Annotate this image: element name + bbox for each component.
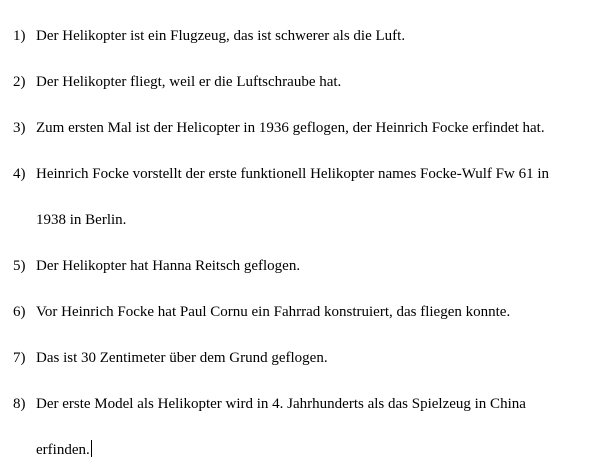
list-item-number: 8) [13,396,26,412]
list-item [0,381,600,473]
list-item-number: 1) [13,28,26,44]
list-item-text-line [36,381,586,427]
text-run: Heinrich Focke vorstellt der erste funktionell Helikopter names Focke-Wulf Fw 61 in [36,166,550,182]
list-item [0,59,600,105]
list-item [0,335,600,381]
list-item-text-line [36,13,586,59]
list-item-text-line [36,427,586,473]
text-run: Zum ersten Mal ist der Helicopter in 1936 geflogen, der Heinrich Focke erfindet hat. [36,120,545,136]
text-run: erfinden. [36,442,90,458]
text-run: 1938 in Berlin. [36,212,127,228]
list-item-text-line [36,335,586,381]
list-item [0,289,600,335]
text-run: Der Helikopter fliegt, weil er die Luftschraube hat. [36,74,342,90]
list-item [0,105,600,151]
text-run: Der erste Model als Helikopter wird in 4. Jahrhunderts als das Spielzeug in China [36,396,526,412]
list-item [0,13,600,59]
list-item [0,151,600,243]
list-item-text-line [36,197,586,243]
list-item-number: 3) [13,120,26,136]
list-item-number: 5) [13,258,26,274]
list-item-text-line [36,105,586,151]
numbered-list [0,13,600,473]
text-run: Das ist 30 Zentimeter über dem Grund geflogen. [36,350,328,366]
list-item-number: 6) [13,304,26,320]
list-item-text-line [36,59,586,105]
text-run: Vor Heinrich Focke hat Paul Cornu ein Fahrrad konstruiert, das fliegen konnte. [36,304,511,320]
list-item [0,243,600,289]
list-item-text-line [36,243,586,289]
list-item-number: 2) [13,74,26,90]
text-cursor [91,440,92,457]
text-run: Der Helikopter hat Hanna Reitsch geflogen. [36,258,301,274]
text-run: Der Helikopter ist ein Flugzeug, das ist schwerer als die Luft. [36,28,406,44]
list-item-number: 7) [13,350,26,366]
list-item-text-line [36,289,586,335]
list-item-number: 4) [13,166,26,182]
list-item-text-line [36,151,586,197]
